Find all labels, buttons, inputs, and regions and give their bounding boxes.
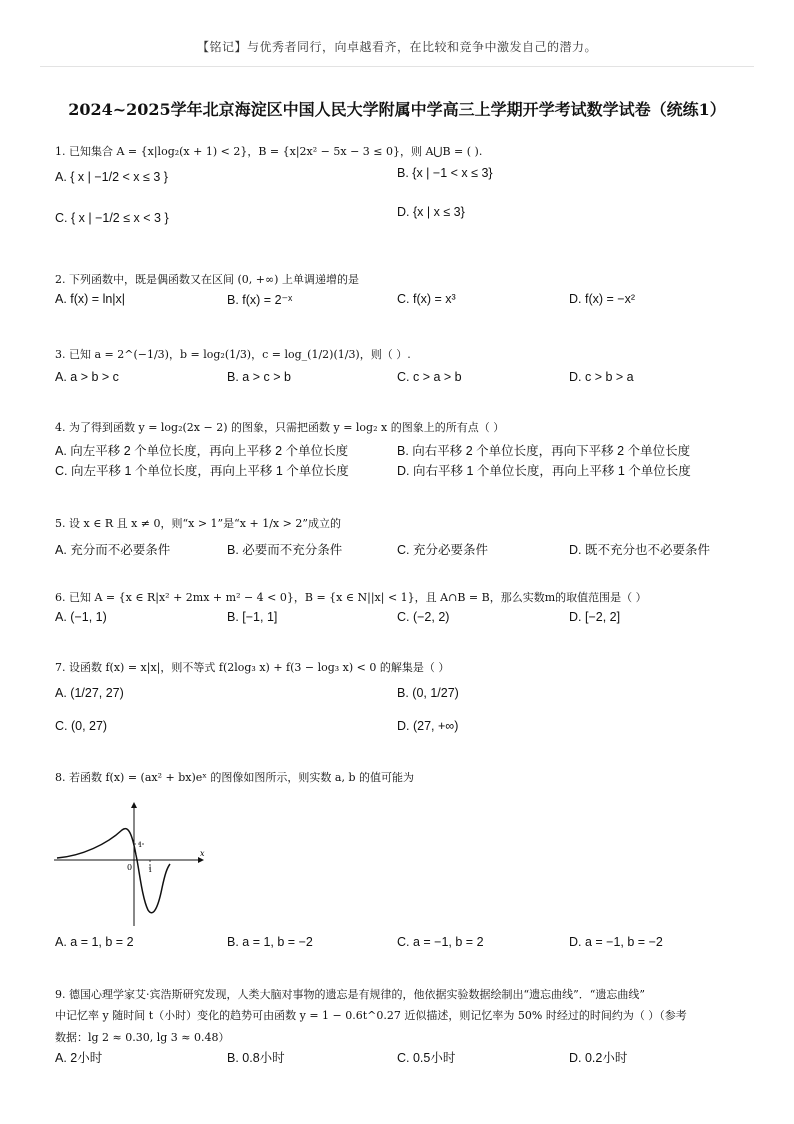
tick-x-label: 1 [148, 866, 153, 874]
q2-option-b: B. f(x) = 2⁻ˣ [227, 293, 293, 307]
q2-stem: 2. 下列函数中，既是偶函数又在区间 (0, +∞) 上单调递增的是 [55, 273, 359, 286]
q9-stem-line3: 数据：lg 2 ≈ 0.30, lg 3 ≈ 0.48） [55, 1031, 230, 1044]
function-curve [57, 829, 170, 913]
q7-option-a: A. (1/27, 27) [55, 686, 124, 700]
tick-y-label: 1 [138, 841, 143, 849]
q6-option-b: B. [−1, 1] [227, 610, 278, 624]
q1-option-a: A. { x | −1/2 < x ≤ 3 } [55, 170, 168, 184]
q4-option-a: A. 向左平移 2 个单位长度，再向上平移 2 个单位长度 [55, 444, 349, 458]
q8-option-d: D. a = −1, b = −2 [569, 935, 663, 949]
q4-option-b: B. 向右平移 2 个单位长度，再向下平移 2 个单位长度 [397, 444, 691, 458]
q5-option-a: A. 充分而不必要条件 [55, 543, 171, 557]
q6-option-d: D. [−2, 2] [569, 610, 621, 624]
q7-option-b: B. (0, 1/27) [397, 686, 459, 700]
q5-option-b: B. 必要而不充分条件 [227, 543, 343, 557]
q6-option-c: C. (−2, 2) [397, 610, 450, 624]
q9-option-a: A. 2小时 [55, 1051, 103, 1065]
q6-stem: 6. 已知 A = {x ∈ R|x² + 2mx + m² − 4 < 0}，B = {x ∈ N||x| < 1}，且 A∩B = B，那么实数m的取值范围是（ ） [55, 591, 647, 604]
exam-title: 2024~2025学年北京海淀区中国人民大学附属中学高三上学期开学考试数学试卷（统练1） [68, 100, 726, 119]
x-axis-label: x [200, 849, 205, 858]
q4-option-c: C. 向左平移 1 个单位长度，再向上平移 1 个单位长度 [55, 464, 349, 478]
q8-function-graph [52, 800, 212, 928]
q3-stem: 3. 已知 a = 2^(−1/3)，b = log₂(1/3)，c = log_(1/2)(1/3)，则（ ）. [55, 348, 411, 361]
header-divider [40, 66, 754, 67]
q2-option-c: C. f(x) = x³ [397, 292, 456, 306]
q1-option-c: C. { x | −1/2 ≤ x < 3 } [55, 211, 169, 225]
q6-option-a: A. (−1, 1) [55, 610, 107, 624]
q7-option-c: C. (0, 27) [55, 719, 108, 733]
q2-option-d: D. f(x) = −x² [569, 292, 635, 306]
q4-stem: 4. 为了得到函数 y = log₂(2x − 2) 的图象，只需把函数 y = log₂ x 的图象上的所有点（ ） [55, 421, 505, 434]
q1-option-b: B. {x | −1 < x ≤ 3} [397, 166, 493, 180]
q9-stem-line1: 9. 德国心理学家艾·宾浩斯研究发现，人类大脑对事物的遗忘是有规律的，他依据实验数据绘制出“遗忘曲线”．“遗忘曲线” [55, 988, 645, 1001]
q1-stem: 1. 已知集合 A = {x|log₂(x + 1) < 2}，B = {x|2x² − 5x − 3 ≤ 0}，则 A⋃B = ( ). [55, 145, 483, 158]
q5-option-c: C. 充分必要条件 [397, 543, 488, 557]
origin-label: 0 [127, 863, 133, 872]
q9-stem-line2: 中记忆率 y 随时间 t（小时）变化的趋势可由函数 y = 1 − 0.6t^0.27 近似描述，则记忆率为 50% 时经过的时间约为（ ）（参考 [55, 1009, 687, 1022]
q7-stem: 7. 设函数 f(x) = x|x|，则不等式 f(2log₃ x) + f(3 − log₃ x) < 0 的解集是（ ） [55, 661, 450, 674]
q3-option-d: D. c > b > a [569, 370, 634, 384]
q3-option-a: A. a > b > c [55, 370, 119, 384]
q9-option-c: C. 0.5小时 [397, 1051, 456, 1065]
q7-option-d: D. (27, +∞) [397, 719, 459, 733]
q9-option-b: B. 0.8小时 [227, 1051, 285, 1065]
q5-stem: 5. 设 x ∈ R 且 x ≠ 0，则“x > 1”是“x + 1/x > 2”成立的 [55, 517, 341, 530]
q8-option-c: C. a = −1, b = 2 [397, 935, 484, 949]
q9-option-d: D. 0.2小时 [569, 1051, 628, 1065]
q8-stem: 8. 若函数 f(x) = (ax² + bx)eˣ 的图像如图所示，则实数 a, b 的值可能为 [55, 771, 415, 784]
q3-option-b: B. a > c > b [227, 370, 291, 384]
motto-banner: 【铭记】与优秀者同行，向卓越看齐，在比较和竞争中激发自己的潜力。 [196, 40, 597, 54]
q5-option-d: D. 既不充分也不必要条件 [569, 543, 710, 557]
q8-option-b: B. a = 1, b = −2 [227, 935, 313, 949]
y-axis-arrow-icon [131, 802, 137, 808]
q2-option-a: A. f(x) = ln|x| [55, 292, 126, 306]
q8-option-a: A. a = 1, b = 2 [55, 935, 134, 949]
q1-option-d: D. {x | x ≤ 3} [397, 205, 465, 219]
q4-option-d: D. 向右平移 1 个单位长度，再向上平移 1 个单位长度 [397, 464, 691, 478]
q3-option-c: C. c > a > b [397, 370, 462, 384]
